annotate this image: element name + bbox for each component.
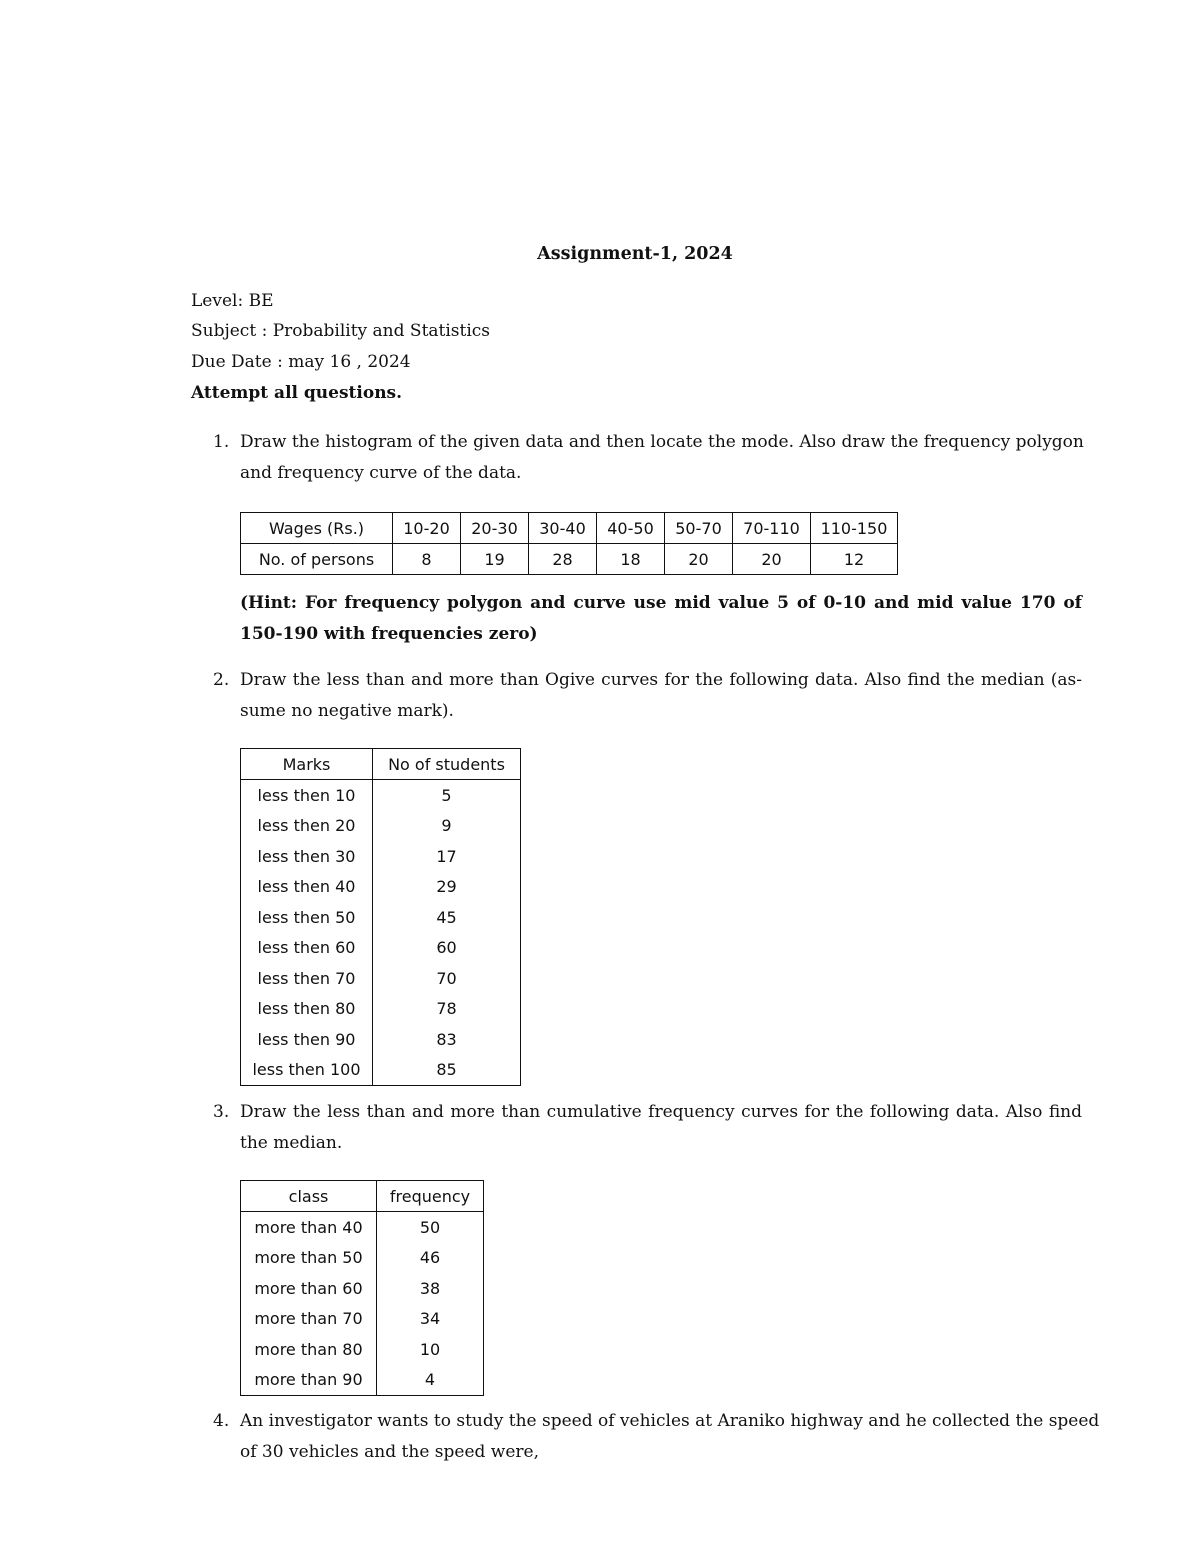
question-2-text bbox=[240, 665, 1082, 727]
hint-line-2: 150-190 with frequencies zero) bbox=[240, 624, 538, 644]
marks-cell: less then 70 bbox=[241, 963, 373, 994]
wages-class: 30-40 bbox=[529, 513, 597, 544]
level-line: Level: BE bbox=[191, 291, 274, 311]
due-date-line: Due Date : may 16 , 2024 bbox=[191, 352, 411, 372]
question-1-number: 1. bbox=[213, 432, 230, 452]
wages-class: 40-50 bbox=[597, 513, 665, 544]
class-cell: more than 90 bbox=[241, 1365, 377, 1396]
question-4-line-1: An investigator wants to study the speed of vehicles at Araniko highway and he collected the speed bbox=[240, 1411, 1100, 1431]
page-title: Assignment-1, 2024 bbox=[537, 244, 733, 264]
frequency-col-header: frequency bbox=[377, 1181, 484, 1212]
students-cell: 45 bbox=[373, 902, 521, 933]
class-frequency-table bbox=[240, 1180, 484, 1396]
marks-cell: less then 50 bbox=[241, 902, 373, 933]
students-cell: 60 bbox=[373, 933, 521, 964]
question-4-text bbox=[240, 1406, 1100, 1468]
wages-class: 50-70 bbox=[665, 513, 733, 544]
table-row bbox=[241, 1273, 484, 1304]
class-cell: more than 80 bbox=[241, 1334, 377, 1365]
table-row bbox=[241, 811, 521, 842]
marks-cell: less then 10 bbox=[241, 780, 373, 811]
frequency-cell: 34 bbox=[377, 1304, 484, 1335]
students-cell: 29 bbox=[373, 872, 521, 903]
wages-header: Wages (Rs.) bbox=[241, 513, 393, 544]
students-cell: 9 bbox=[373, 811, 521, 842]
persons-value: 8 bbox=[393, 544, 461, 575]
persons-value: 28 bbox=[529, 544, 597, 575]
persons-value: 12 bbox=[811, 544, 898, 575]
table-row bbox=[241, 1365, 484, 1396]
table-row bbox=[241, 994, 521, 1025]
wages-class: 70-110 bbox=[733, 513, 811, 544]
class-cell: more than 50 bbox=[241, 1243, 377, 1274]
marks-cell: less then 30 bbox=[241, 841, 373, 872]
table-row bbox=[241, 963, 521, 994]
table-row bbox=[241, 1304, 484, 1335]
wages-row bbox=[241, 513, 898, 544]
question-4-line-2: of 30 vehicles and the speed were, bbox=[240, 1442, 539, 1462]
students-cell: 5 bbox=[373, 780, 521, 811]
table-row bbox=[241, 902, 521, 933]
table-row bbox=[241, 1024, 521, 1055]
question-3-line-2: the median. bbox=[240, 1133, 343, 1153]
class-cell: more than 40 bbox=[241, 1212, 377, 1243]
class-header-row bbox=[241, 1181, 484, 1212]
table-row bbox=[241, 841, 521, 872]
marks-cell: less then 60 bbox=[241, 933, 373, 964]
marks-header-row bbox=[241, 749, 521, 780]
class-col-header: class bbox=[241, 1181, 377, 1212]
class-cell: more than 60 bbox=[241, 1273, 377, 1304]
question-3-line-1: Draw the less than and more than cumulative frequency curves for the following data. Also find bbox=[240, 1102, 1082, 1122]
table-row bbox=[241, 780, 521, 811]
subject-line: Subject : Probability and Statistics bbox=[191, 321, 491, 341]
question-4-number: 4. bbox=[213, 1411, 230, 1431]
table-row bbox=[241, 1334, 484, 1365]
students-cell: 17 bbox=[373, 841, 521, 872]
question-2-number: 2. bbox=[213, 670, 230, 690]
marks-cell: less then 20 bbox=[241, 811, 373, 842]
hint-line-1: (Hint: For frequency polygon and curve use mid value 5 of 0-10 and mid value 170 of bbox=[240, 593, 1082, 613]
frequency-cell: 46 bbox=[377, 1243, 484, 1274]
persons-value: 20 bbox=[665, 544, 733, 575]
marks-table bbox=[240, 748, 521, 1086]
marks-cell: less then 90 bbox=[241, 1024, 373, 1055]
wages-class: 10-20 bbox=[393, 513, 461, 544]
question-1-text bbox=[240, 427, 1082, 489]
question-2-line-1: Draw the less than and more than Ogive curves for the following data. Also find the median (as- bbox=[240, 670, 1082, 690]
wages-table bbox=[240, 512, 898, 575]
students-cell: 83 bbox=[373, 1024, 521, 1055]
frequency-cell: 4 bbox=[377, 1365, 484, 1396]
wages-class: 110-150 bbox=[811, 513, 898, 544]
question-2-line-2: sume no negative mark). bbox=[240, 701, 454, 721]
persons-value: 18 bbox=[597, 544, 665, 575]
question-3-number: 3. bbox=[213, 1102, 230, 1122]
table-row bbox=[241, 1212, 484, 1243]
students-cell: 78 bbox=[373, 994, 521, 1025]
students-col-header: No of students bbox=[373, 749, 521, 780]
persons-row bbox=[241, 544, 898, 575]
marks-col-header: Marks bbox=[241, 749, 373, 780]
persons-value: 19 bbox=[461, 544, 529, 575]
marks-cell: less then 40 bbox=[241, 872, 373, 903]
marks-cell: less then 100 bbox=[241, 1055, 373, 1086]
table-row bbox=[241, 872, 521, 903]
marks-cell: less then 80 bbox=[241, 994, 373, 1025]
table-row bbox=[241, 1055, 521, 1086]
frequency-cell: 38 bbox=[377, 1273, 484, 1304]
question-1-line-2: and frequency curve of the data. bbox=[240, 463, 522, 483]
question-1-line-1: Draw the histogram of the given data and then locate the mode. Also draw the frequency polygon bbox=[240, 432, 1084, 452]
instruction-line: Attempt all questions. bbox=[191, 383, 403, 403]
frequency-cell: 50 bbox=[377, 1212, 484, 1243]
students-cell: 70 bbox=[373, 963, 521, 994]
students-cell: 85 bbox=[373, 1055, 521, 1086]
question-1-hint bbox=[240, 588, 1082, 650]
persons-header: No. of persons bbox=[241, 544, 393, 575]
question-3-text bbox=[240, 1097, 1082, 1159]
persons-value: 20 bbox=[733, 544, 811, 575]
frequency-cell: 10 bbox=[377, 1334, 484, 1365]
table-row bbox=[241, 1243, 484, 1274]
class-cell: more than 70 bbox=[241, 1304, 377, 1335]
table-row bbox=[241, 933, 521, 964]
wages-class: 20-30 bbox=[461, 513, 529, 544]
